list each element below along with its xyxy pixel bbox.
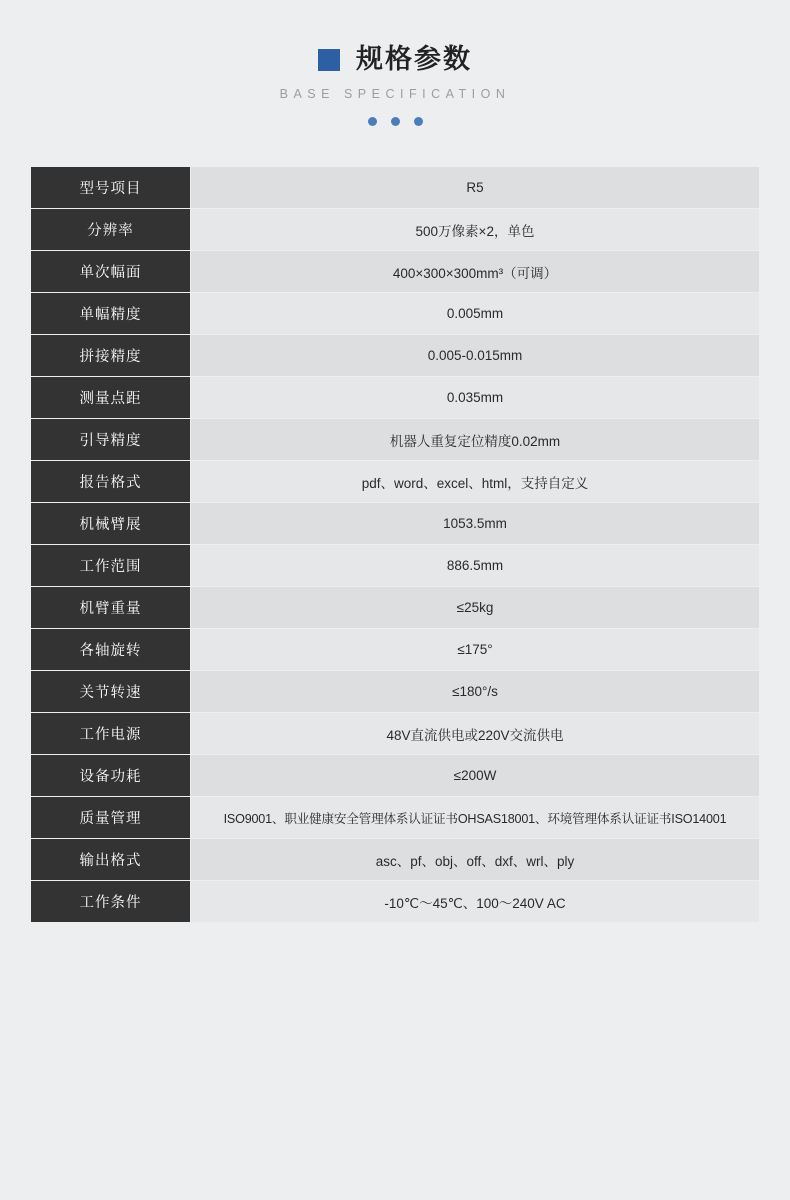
table-row: [31, 419, 759, 460]
row-value: ISO9001、职业健康安全管理体系认证证书OHSAS18001、环境管理体系认证证书ISO14001: [191, 797, 759, 838]
table-row: [31, 167, 759, 208]
row-label: 质量管理: [31, 797, 191, 838]
page-header: [0, 0, 790, 126]
row-label: 单次幅面: [31, 251, 191, 292]
row-value: 48V直流供电或220V交流供电: [191, 713, 759, 754]
row-value: 400×300×300mm³（可调）: [191, 251, 759, 292]
table-row: [31, 377, 759, 418]
specification-table: [31, 166, 759, 923]
row-value: pdf、word、excel、html，支持自定义: [191, 461, 759, 502]
table-row: [31, 587, 759, 628]
row-label: 各轴旋转: [31, 629, 191, 670]
table-row: [31, 755, 759, 796]
row-label: 拼接精度: [31, 335, 191, 376]
decorative-dots: [0, 117, 790, 126]
row-label: 测量点距: [31, 377, 191, 418]
row-label: 输出格式: [31, 839, 191, 880]
table-row: [31, 629, 759, 670]
row-label: 引导精度: [31, 419, 191, 460]
row-label: 报告格式: [31, 461, 191, 502]
page-title: [0, 46, 790, 73]
row-value: asc、pf、obj、off、dxf、wrl、ply: [191, 839, 759, 880]
row-label: 关节转速: [31, 671, 191, 712]
row-value: -10℃～45℃、100～240V AC: [191, 881, 759, 922]
row-label: 型号项目: [31, 167, 191, 208]
row-label: 机械臂展: [31, 503, 191, 544]
table-row: [31, 209, 759, 250]
row-value: 0.005mm: [191, 293, 759, 334]
table-row: [31, 251, 759, 292]
table-row: [31, 881, 759, 922]
table-row: [31, 461, 759, 502]
row-value: ≤200W: [191, 755, 759, 796]
row-value: 0.035mm: [191, 377, 759, 418]
row-value: ≤175°: [191, 629, 759, 670]
table-row: [31, 713, 759, 754]
row-value: 机器人重复定位精度0.02mm: [191, 419, 759, 460]
table-row: [31, 545, 759, 586]
row-value: 500万像素×2，单色: [191, 209, 759, 250]
title-square-icon: [318, 49, 340, 71]
row-label: 单幅精度: [31, 293, 191, 334]
row-label: 分辨率: [31, 209, 191, 250]
table-row: [31, 797, 759, 838]
page-subtitle: BASE SPECIFICATION: [279, 87, 511, 101]
row-label: 设备功耗: [31, 755, 191, 796]
dot-icon: [391, 117, 400, 126]
dot-icon: [368, 117, 377, 126]
row-label: 工作电源: [31, 713, 191, 754]
row-value: ≤180°/s: [191, 671, 759, 712]
row-label: 工作条件: [31, 881, 191, 922]
table-row: [31, 293, 759, 334]
row-value: ≤25kg: [191, 587, 759, 628]
page-title-text: 规格参数: [356, 44, 472, 74]
row-value: 1053.5mm: [191, 503, 759, 544]
row-value: R5: [191, 167, 759, 208]
table-row: [31, 503, 759, 544]
table-row: [31, 839, 759, 880]
row-label: 机臂重量: [31, 587, 191, 628]
row-value: 886.5mm: [191, 545, 759, 586]
dot-icon: [414, 117, 423, 126]
table-row: [31, 335, 759, 376]
row-label: 工作范围: [31, 545, 191, 586]
table-row: [31, 671, 759, 712]
row-value: 0.005-0.015mm: [191, 335, 759, 376]
